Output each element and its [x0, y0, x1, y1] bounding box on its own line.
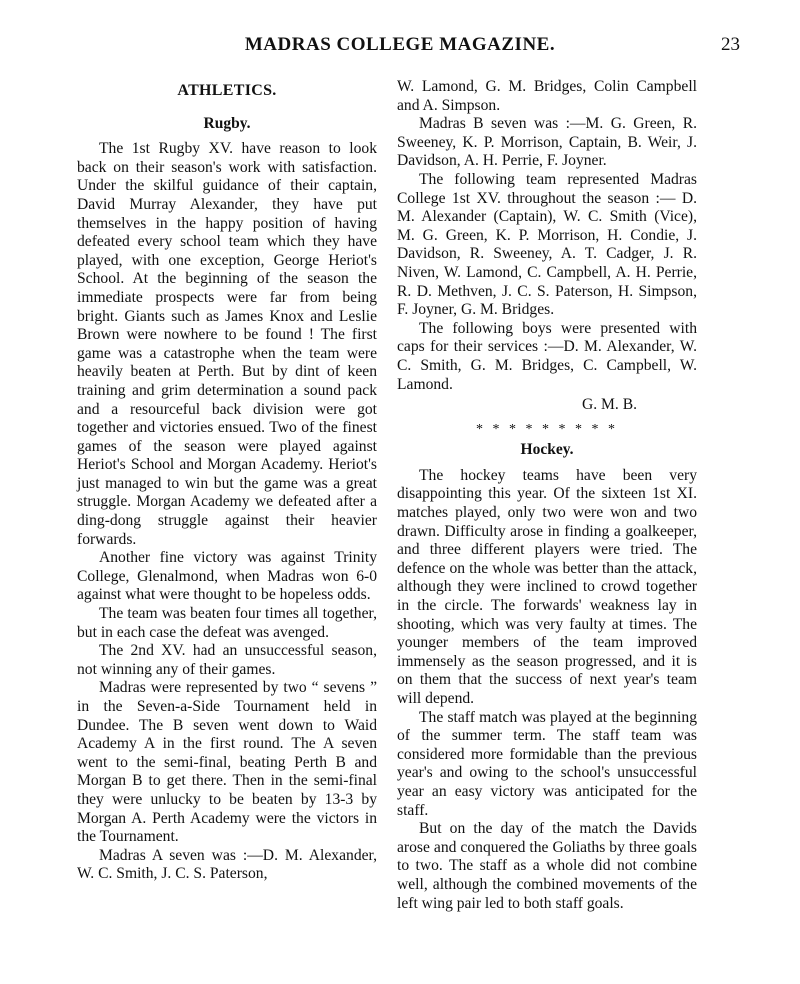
rugby-paragraph: The 1st Rugby XV. have reason to look back on their season's work with satisfaction. Under the skilful guidance of their captain, David Murray Alexander, they have put themselves in the happy position of having defeated every school team which they have played, with one exception, George Heriot's School. At the beginning of the season the immediate prospects were far from being bright. Giants such as James Knox and Leslie Brown were nowhere to be found ! The first game was a catastrophe when the team were heavily beaten at Perth. But by dint of keen training and grim determination a sound pack and a resourceful back division were got together and victories ensued. Two of the finest games of the season were played against Heriot's School and Morgan Academy. Heriot's just managed to win but the game was a great struggle. Morgan Academy we defeated after a ding-dong struggle against their heavier forwards. [77, 140, 377, 548]
subsection-title-hockey: Hockey. [520, 441, 574, 459]
rugby-paragraph: Madras were represented by two “ sevens ” in the Seven-a-Side Tournament held in Dundee. The B seven went down to Waid Academy A in the first round. The A seven went to the semi-final, beating Perth B and Morgan B to get there. Then in the semi-final they were unlucky to be beaten by 13-3 by Morgan A. Perth Academy were the victors in the Tournament. [77, 679, 377, 846]
rugby-paragraph: The following boys were presented with caps for their services :—D. M. Alexander, W. C. Smith, G. M. Bridges, C. Campbell, W. Lamond. [397, 319, 697, 393]
rugby-paragraph: The following team represented Madras College 1st XV. throughout the season :— D. M. Alexander (Captain), W. C. Smith (Vice), M. G. Green, K. P. Morrison, H. Condie, J. Davidson, R. Sweeney, A. T. Cadger, J. R. Niven, W. Lamond, C. Campbell, A. H. Perrie, R. D. Methven, J. C. S. Paterson, H. Simpson, F. Joyner, G. M. Bridges. [397, 170, 697, 319]
page-number: 23 [721, 34, 740, 55]
rugby-paragraph: The team was beaten four times all together, but in each case the defeat was avenged. [77, 605, 377, 641]
section-separator: * * * * * * * * * [476, 421, 618, 437]
masthead-title: MADRAS COLLEGE MAGAZINE. [244, 34, 556, 55]
rugby-paragraph: The 2nd XV. had an unsuccessful season, not winning any of their games. [77, 642, 377, 678]
hockey-paragraph: The hockey teams have been very disappointing this year. Of the sixteen 1st XI. matches played, only two were won and two drawn. Difficulty arose in finding a goalkeeper, and three different players were tried. The defence on the whole was better than the attack, although they were inclined to crowd together in the circle. The forwards' weakness lay in shooting, which was very faulty at times. The younger members of the team improved immensely as the season progressed, and it is on them that the success of next year's team will depend. [397, 466, 697, 707]
section-title-athletics: ATHLETICS. [177, 82, 277, 99]
left-column [77, 78, 377, 884]
hockey-paragraph: The staff match was played at the beginning of the summer term. The staff team was considered more formidable than the previous year's and owing to the school's unsuccessful year an easy victory was anticipated for the staff. [397, 708, 697, 819]
rugby-paragraph-continued: W. Lamond, G. M. Bridges, Colin Campbell and A. Simpson. [397, 78, 697, 114]
rugby-paragraph: Madras A seven was :—D. M. Alexander, W. C. Smith, J. C. S. Paterson, [77, 846, 377, 883]
rugby-paragraph: Another fine victory was against Trinity College, Glenalmond, when Madras won 6-0 against what were thought to be hopeless odds. [77, 549, 377, 604]
subsection-title-rugby: Rugby. [203, 114, 251, 132]
right-column [397, 78, 697, 913]
rugby-paragraph: Madras B seven was :—M. G. Green, R. Sweeney, K. P. Morrison, Captain, B. Weir, J. Davidson, A. H. Perrie, F. Joyner. [397, 115, 697, 170]
hockey-paragraph: But on the day of the match the Davids arose and conquered the Goliaths by three goals to two. The staff as a whole did not combine well, although the combined movements of the left wing pair led to both staff goals. [397, 820, 697, 912]
author-signature: G. M. B. [581, 396, 637, 414]
page-header [60, 34, 740, 64]
